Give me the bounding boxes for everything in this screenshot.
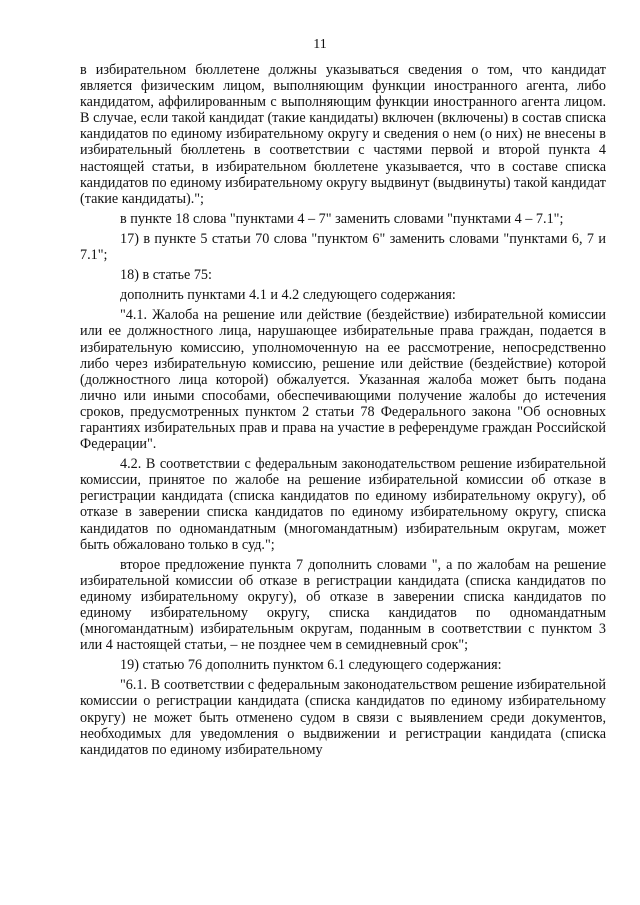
paragraph: 18) в статье 75: (120, 267, 212, 284)
paragraph: второе предложение пункта 7 дополнить словами ", а по жалобам на решение избирательной комиссии об отказе в регистрации кандидата (списка кандидатов по единому избирательному округу), об отказе в заверении списка кандидатов по единому избирательному округу, списка кандидатов по одномандатным (многомандатным) избирательным округам, поданным в соответствии с пунктом 3 или 4 настоящей статьи, – не позднее чем в семидневный срок"; (80, 556, 606, 654)
paragraph: в избирательном бюллетене должны указываться сведения о том, что кандидат является физическим лицом, выполняющим функции иностранного агента, либо кандидатом, аффилированным с выполняющим функции иностранного агента лицом. В случае, если такой кандидат (такие кандидаты) включен (включены) в состав списка кандидатов по единому избирательному округу и сведения о нем (о них) не внесены в избирательный бюллетень в соответствии с частями первой и второй пункта 4 настоящей статьи, в избирательном бюллетене указывается, что в составе списка кандидатов по единому избирательному округу выдвинут (выдвинуты) такой кандидат (такие кандидаты)."; (80, 62, 606, 207)
document-body (80, 62, 606, 758)
paragraph: "4.1. Жалоба на решение или действие (бездействие) избирательной комиссии или ее должностного лица, нарушающее избирательные права граждан, подается в избирательную комиссию, уполномоченную на ее рассмотрение, непосредственно либо через избирательную комиссию, решение или действие (бездействие) которой (должностного лица которой) обжалуется. Указанная жалоба может быть подана лично или иными способами, обеспечивающими получение жалобы до истечения сроков, предусмотренных пунктом 2 статьи 78 Федерального закона "Об основных гарантиях избирательных прав и права на участие в референдуме граждан Российской Федерации". (80, 307, 606, 453)
paragraph: 19) статью 76 дополнить пунктом 6.1 следующего содержания: (120, 657, 502, 674)
paragraph: в пункте 18 слова "пунктами 4 – 7" заменить словами "пунктами 4 – 7.1"; (120, 210, 564, 227)
page-number: 11 (313, 37, 327, 52)
paragraph: 17) в пункте 5 статьи 70 слова "пунктом 6" заменить словами "пунктами 6, 7 и 7.1"; (80, 230, 606, 264)
paragraph: 4.2. В соответствии с федеральным законодательством решение избирательной комиссии, принятое по жалобе на решение избирательной комиссии об отказе в регистрации кандидата (списка кандидатов по единому избирательному округу), об отказе в заверении списка кандидатов по единому избирательному округу, списка кандидатов по одномандатным (многомандатным) избирательным округам, может быть обжаловано только в суд."; (80, 456, 606, 553)
paragraph: "6.1. В соответствии с федеральным законодательством решение избирательной комиссии о регистрации кандидата (списка кандидатов по единому избирательному округу) не может быть отменено судом в связи с выявлением среди документов, необходимых для уведомления о выдвижении и регистрации кандидата (списка кандидатов по единому избирательному (80, 677, 606, 758)
paragraph: дополнить пунктами 4.1 и 4.2 следующего содержания: (120, 287, 456, 304)
